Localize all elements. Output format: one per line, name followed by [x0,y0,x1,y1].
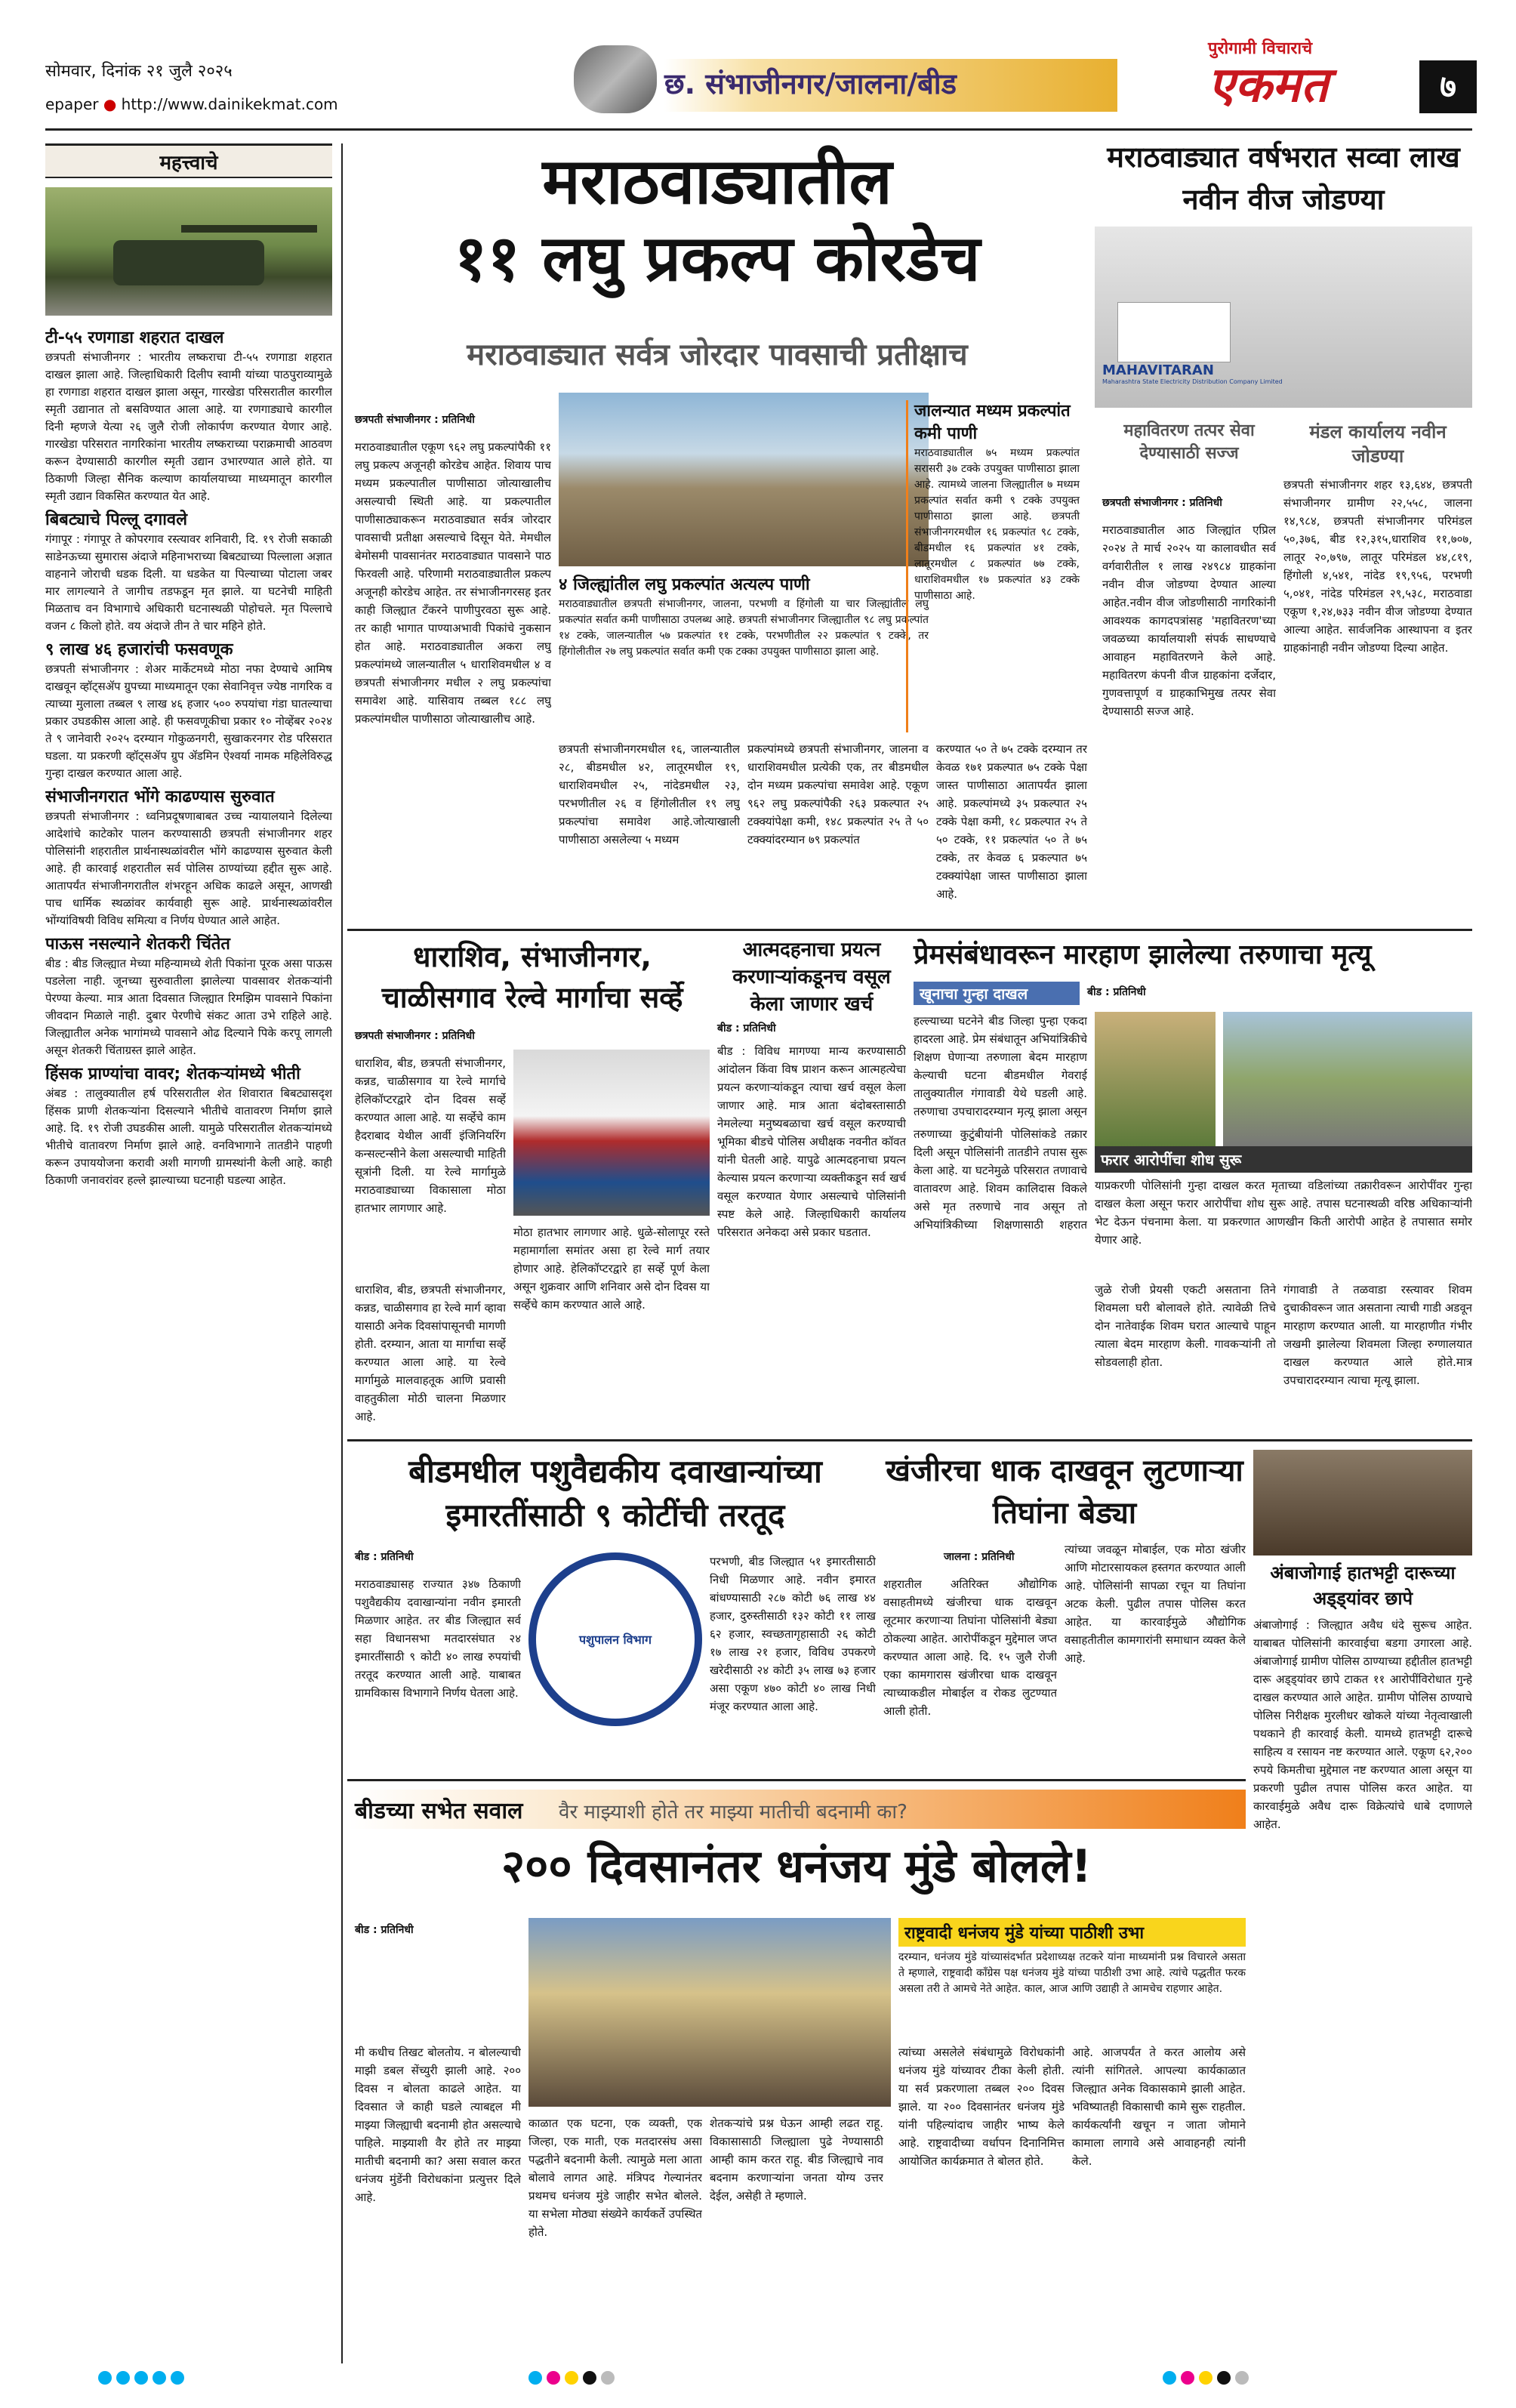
rally-column-1: मी कधीच तिखट बोलतोय. न बोलल्याची माझी डबल सेंच्युरी झाली आहे. २०० दिवस न बोलता काढले आहेत. या दिवसात जे काही घडले त्याबद्दल मी माझ्या जिल्ह्याची बदनामी होत असल्याचे पाहिले. माझ्याशी वैर होते तर माझ्या मातीची बदनामी का? असा सवाल करत धनंजय मुंडेंनी विरोधकांना प्रत्युत्तर दिले आहे. [355,2046,521,2204]
photo-caption-title: ४ जिल्ह्यांतील लघु प्रकल्पांत अत्यल्प पाणी [559,575,810,594]
ncp-box-title: राष्ट्रवादी धनंजय मुंडे यांच्या पाठीशी उभा [898,1918,1246,1947]
lead-column-1: मराठवाड्यातील एकूण ९६२ लघु प्रकल्पांपैकी ११ लघु प्रकल्प अजूनही कोरडेच आहेत. शिवाय पाच मध्यम प्रकल्पातील पाणीसाठा जोत्याखालीच असल्याची स्थिती आहे. या प्रकल्पातील पाणीसाठ्याकरून मराठवाड्यात सर्वत्र जोरदार पावसाची प्रतीक्षा असल्याचे दिसून येते. मेमधील बेमोसमी पावसानंतर मराठवाड्यात पावसाने पाठ फिरवली आहे. परिणामी मराठवाड्यातील प्रकल्प अजूनही कोरडेच आहेत. तर संभाजीनगरसह इतर काही जिल्ह्यात टँकरने पाणीपुरवठा सुरू आहे. तर काही भागात पाण्याअभावी पिकांचे नुकसान होत आहे. मराठवाड्यातील अकरा लघु प्रकल्पांमध्ये जालन्यातील ५ धाराशिवमधील ४ व छत्रपती संभाजीनगर मधील २ लघु प्रकल्पांचा समावेश आहे. यासिवाय तब्बल १८८ लघु प्रकल्पांमधील पाणीसाठा जोत्याखालीच आहे. [355,440,551,726]
robbery-byline: जालना : प्रतिनिधी [944,1551,1015,1563]
rally-column-3: शेतकऱ्यांचे प्रश्न घेऊन आम्ही लढत राहू. विकासासाठी जिल्ह्याला पुढे नेण्यासाठी आम्ही काम करत राहू. बीड जिल्ह्याचे नाव बदनाम करणाऱ्यांना जनता योग्य उत्तर देईल, असेही ते म्हणाले. [710,2117,883,2203]
sidebar-story-title: संभाजीनगरात भोंगे काढण्यास सुरुवात [45,788,275,806]
rail-headline: धाराशिव, संभाजीनगर, चाळीसगाव रेल्वे मार्गाचा सर्व्हे [381,940,683,1014]
row1-rule [347,929,1472,931]
sidebar-story-body: छत्रपती संभाजीनगर : शेअर मार्केटमध्ये मोठा नफा देण्याचे आमिष दाखवून व्हॉट्सॲप ग्रुपच्या माध्यमातून एका सेवानिवृत्त ज्येष्ठ नागरिक व त्याच्या मुलाला तब्बल ९ लाख ४६ हजार ५०० रुपयांचा गंडा घातल्याचा प्रकार उघडकीस आला आहे. ही फसवणूकीचा प्रकार १० नोव्हेंबर २०२४ ते ९ जानेवारी २०२५ दरम्यान गोकुळनगरी, सुखाकरनगर रोड परिसरात घडला. या प्रकरणी व्हॉट्सॲप ग्रुप ॲडमिन ऐश्वर्या नामक महिलेविरुद्ध गुन्हा दाखल करण्यात आला आहे. [45,662,332,780]
suicide-byline: बीड : प्रतिनिधी [717,1022,776,1034]
sidebar-story-title: ९ लाख ४६ हजारांची फसवणूक [45,640,233,659]
tank-photo [45,187,332,316]
sidebar-divider [341,143,343,2363]
jalna-box-title: जालन्यात मध्यम प्रकल्पांत कमी पाणी [914,402,1071,443]
ncp-box [898,1918,1246,2031]
robbery-headline: खंजीरचा धाक दाखवून लुटणाऱ्या तिघांना बेड्या [886,1454,1243,1531]
globe-icon: ● [103,95,117,113]
suicide-headline: आत्मदहनाचा प्रयत्न करणाऱ्यांकडूनच वसूल केला जाणार खर्च [732,939,891,1016]
sidebar-story-title: बिबट्याचे पिल्लू दगावले [45,510,188,529]
rally-label: बीडच्या सभेत सवाल [355,1798,523,1824]
ambajogai-headline: अंबाजोगाई हातभट्टी दारूच्या अड्ड्यांवर छापे [1270,1562,1456,1609]
mahavitaran-logo-text: MAHAVITARAN [1102,362,1214,378]
tagline: पुरोगामी विचाराचे [1208,39,1313,58]
row2-rule [347,1439,1472,1441]
rail-column-3: धाराशिव, बीड, छत्रपती संभाजीनगर, कन्नड, चाळीसगाव हा रेल्वे मार्ग व्हावा यासाठी अनेक दिवसांपासूनची मागणी होती. दरम्यान, आता या मार्गाचा सर्व्हे करण्यात आला आहे. या रेल्वे मार्गामुळे मालवाहतूक आणि प्रवासी वाहतुकीला मोठी चालना मिळणार आहे. [355,1283,506,1423]
power-byline: छत्रपती संभाजीनगर : प्रतिनिधी [1102,497,1222,509]
rally-quote: वैर माझ्याशी होते तर माझ्या मातीची बदनामी का? [559,1801,907,1824]
sidebar-story-body: छत्रपती संभाजीनगर : भारतीय लष्कराचा टी-५५ रणगाडा शहरात दाखल झाला आहे. जिल्हाधिकारी दिलीप स्वामी यांच्या पाठपुराव्यामुळे हा रणगाडा शहरात दाखल झाला असून, गारखेडा परिसरातील कारगील स्मृती उद्यानात तो बसविण्यात आला आहे. या रणगाड्याचे कारगील दिनी म्हणजे येत्या २६ जुलै रोजी लोकार्पण करण्यात येणार आहे. गारखेडा परिसरात नागरिकांना भारतीय लष्कराच्या पराक्रमाची आठवण करून देण्यासाठी कारगील स्मृती उद्यान उभारण्यात आले होते. या ठिकाणी जिल्हा सैनिक कल्याण कार्यालयाच्या माध्यमातून कारगील स्मृती उद्यान विकसित करण्यात येत आहे. [45,350,332,503]
vet-byline: बीड : प्रतिनिधी [355,1551,414,1563]
love-column-2: तरुणाच्या कुटुंबीयांनी पोलिसांकडे तक्रार दिली असून पोलिसांनी तातडीने तपास सुरू केला आहे. या घटनेमुळे परिसरात तणावाचे वातावरण आहे. शिवम कालिदास विकले असे मृत तरुणाचे नाव असून तो अभियांत्रिकीच्या शिक्षणासाठी शहरात [914,1127,1087,1231]
rail-byline: छत्रपती संभाजीनगर : प्रतिनिधी [355,1030,475,1042]
vet-column-2: परभणी, बीड जिल्ह्यात ५१ इमारतीसाठी निधी मिळणार आहे. नवीन इमारत बांधण्यासाठी २८७ कोटी ७६ लाख ४४ हजार, दुरुस्तीसाठी १३२ कोटी ११ लाख ६२ हजार, स्वच्छतागृहासाठी २६ कोटी १७ लाख २१ हजार, विविध उपकरणे खरेदीसाठी २४ कोटी ३५ लाख ७३ हजार असा एकूण ४७० कोटी ४० लाख निधी मंजूर करण्यात आला आहे. [710,1555,876,1713]
photo-caption-text: मराठवाड्यातील छत्रपती संभाजीनगर, जालना, परभणी व हिंगोली या चार जिल्ह्यांतील लघु प्रकल्पांत सर्वात कमी पाणीसाठा उपलब्ध आहे. छत्रपती संभाजीनगर जिल्ह्यातील ९८ लघु प्रकल्पांत १४ टक्के, जालन्यातील ५७ प्रकल्पांत ११ टक्के, परभणीतील २२ प्रकल्पांत ९ टक्के, तर हिंगोलीतील २७ लघु प्रकल्पांत सर्वात कमी एक टक्का उपयुक्त पाणीसाठा झाला आहे. [559,598,929,658]
header-rule [45,128,1472,131]
love-column-4: गंगावाडी ते तळवाडा रस्त्यावर शिवम दुचाकीवरून जात असताना त्याची गाडी अडवून मारहाण करण्यात आली. या मारहाणीत गंभीर जखमी झालेल्या शिवमला जिल्हा रुग्णालयात दाखल करण्यात आले होते.मात्र उपचारादरम्यान त्याचा मृत्यू झाला. [1283,1283,1472,1387]
rally-photo [528,1918,891,2107]
robbery-column-2: त्यांच्या जवळून मोबाईल, एक मोठा खंजीर आणि मोटारसायकल हस्तगत करण्यात आली आहे. पोलिसांनी सापळा रचून या तिघांना अटक केली. पुढील तपास पोलिस करत आहेत. या कारवाईमुळे औद्योगिक वसाहतीतील कामगारांनी समाधान व्यक्त केले आहे. [1065,1543,1246,1665]
photo-caption-box [559,574,929,732]
rally-column-4: त्यांच्या असलेले संबंधामुळे विरोधकांनी धनंजय मुंडे यांच्यावर टीका केली होती. या सर्व प्रकरणाला तब्बल २०० दिवस झाले. या २०० दिवसानंतर धनंजय मुंडे यांनी पहिल्यांदाच जाहीर भाष्य केले आहे. राष्ट्रवादीच्या वर्धापन दिनानिमित्त आयोजित कार्यक्रमात ते बोलत होते. [898,2046,1065,2168]
love-column-1: हल्ल्याच्या घटनेने बीड जिल्हा पुन्हा एकदा हादरला आहे. प्रेम संबंधातून अभियांत्रिकीचे शिक्षण घेणाऱ्या तरुणाला बेदम मारहाण केल्याची घटना बीडमधील गेवराई तालुक्यातील गंगावाडी येथे घडली आहे. तरुणाचा उपचारादरम्यान मृत्यू झाला असून [914,1014,1087,1118]
epaper-label: epaper [45,95,99,113]
lead-column-3: प्रकल्पांमध्ये छत्रपती संभाजीनगर, जालना व धाराशिवमधील प्रत्येकी एक, तर बीडमधील दोन मध्यम प्रकल्पांचा समावेश आहे. एकूण ९६२ लघु प्रकल्पांपैकी २६३ प्रकल्पात २५ टक्क्यांपेक्षा कमी, १४८ प्रकल्पांत २५ ते ५० टक्क्यांदरम्यान ७९ प्रकल्पांत [747,742,929,846]
rally-headline: २०० दिवसानंतर धनंजय मुंडे बोलले! [501,1840,1092,1893]
power-sub-1: महावितरण तत्पर सेवा देण्यासाठी सज्ज [1123,421,1255,463]
train-photo [513,1050,710,1216]
power-column-2: छत्रपती संभाजीनगर शहर १३,६४४, छत्रपती संभाजीनगर ग्रामीण २२,५५८, जालना १४,९८४, छत्रपती संभाजीनगर परिमंडल ५०,३७६, बीड १२,३१५,धाराशिव ११,७०७, लातूर २०,७९७, लातूर परिमंडल ४४,८१९, हिंगोली ४,५४१, नांदेड १९,९५६, परभणी ५,०४१, नांदेड परिमंडल २९,५३८, मराठवाडा एकूण १,२४,७३३ नवीन वीज जोडण्या देण्यात आल्या आहेत. सार्वजनिक आस्थापना व इतर ग्राहकांनाही नवीन जोडण्या दिल्या आहेत. [1283,478,1472,655]
footer-color-registration [98,2371,189,2388]
power-headline: मराठवाड्यात वर्षभरात सव्वा लाख नवीन वीज जोडण्या [1107,140,1460,216]
epaper-line [45,95,338,113]
edition-title: छ. संभाजीनगर/जालना/बीड [664,67,957,100]
sidebar-story-title: टी-५५ रणगाडा शहरात दाखल [45,328,224,347]
lead-column-2: छत्रपती संभाजीनगरमधील १६, जालन्यातील २८, बीडमधील ४२, लातूरमधील १९, धाराशिवमधील २५, नांदेडमधील २३, परभणीतील २६ व हिंगोलीतील १९ लघु प्रकल्पांचा समावेश आहे.जोत्याखाली पाणीसाठा असलेल्या ५ मध्यम [559,742,740,846]
lead-column-4: करण्यात ५० ते ७५ टक्के दरम्यान तर केवळ १७१ प्रकल्पात ७५ टक्के पेक्षा जास्त पाणीसाठा आतापर्यंत झाला आहे. प्रकल्पांमध्ये ३५ प्रकल्पात २५ टक्के पेक्षा कमी, १८ प्रकल्पात २५ ते ५० टक्के, ११ प्रकल्पांत ५० ते ७५ टक्के, तर केवळ ६ प्रकल्पात ७५ टक्क्यांपेक्षा जास्त पाणीसाठा झाला आहे. [936,742,1087,901]
vet-logo-text: पशुपालन विभाग [579,1633,652,1647]
love-byline: बीड : प्रतिनिधी [1087,986,1146,998]
sidebar-story-body: बीड : बीड जिल्ह्यात मेच्या महिन्यामध्ये शेती पिकांना पूरक असा पाऊस पडलेला नाही. जूनच्या सुरुवातीला झालेल्या पावसावर शेतकऱ्यांनी पेरण्या केल्या. मात्र आता दिवसात जिल्ह्यात रिमझिम पावसाने पिकांना जीवदान मिळाले नाही. दुबार पेरणीचे संकट आता उभे राहिले आहे. जिल्ह्यातील अनेक भागांमध्ये पावसाने ओढ दिल्याने पिके करपू लागली असून शेतकरी चिंताग्रस्त झाले आहेत. [45,957,332,1057]
sidebar-story-body: अंबड : तालुक्यातील हर्ष परिसरातील शेत शिवारात बिबट्यासदृश हिंसक प्राणी शेतकऱ्यांना दिसल्याने भीतीचे वातावरण निर्माण झाले आहे. दि. १९ रोजी उघडकीस आली. यामुळे परिसरातील शेतकऱ्यांमध्ये भीतीचे वातावरण निर्माण झाले आहे. वनविभागाने तातडीने पाहणी करून उपाययोजना करावी अशी मागणी ग्रामस्थांनी केली आहे. काही ठिकाणी जनावरांवर हल्ले झाल्याच्या घटनाही घडल्या आहेत. [45,1087,332,1187]
vet-column-1: मराठवाड्यासह राज्यात ३४७ ठिकाणी पशुवैद्यकीय दवाखान्यांना नवीन इमारती मिळणार आहेत. तर बीड जिल्ह्यात सर्व सहा विधानसभा मतदारसंघात २४ इमारतींसाठी ९ कोटी ४० लाख रुपयांची तरतूद करण्यात आली आहे. याबाबत ग्रामविकास विभागाने निर्णय घेतला आहे. [355,1577,521,1700]
lead-headline-1: मराठवाड्यातील [542,144,892,218]
rally-byline: बीड : प्रतिनिधी [355,1924,414,1936]
ncp-box-body: दरम्यान, धनंजय मुंडे यांच्यासंदर्भात प्रदेशाध्यक्ष तटकरे यांना माध्यमांनी प्रश्न विचारले असता ते म्हणाले, राष्ट्रवादी कॉंग्रेस पक्ष धनंजय मुंडे यांच्या पाठीशी उभा आहे. त्यांचे पद्धतीत फरक असला तरी ते आमचे नेते आहेत. काल, आज आणि उद्याही ते आमचेच राहणार आहेत. [898,1951,1246,1995]
love-tag: खूनाचा गुन्हा दाखल [914,982,1080,1005]
sidebar-story-title: पाऊस नसल्याने शेतकरी चिंतेत [45,935,230,954]
power-column-1: मराठवाड्यातील आठ जिल्ह्यांत एप्रिल २०२४ ते मार्च २०२५ या कालावधीत सर्व वर्गवारीतील १ लाख २४९८४ ग्राहकांना नवीन वीज जोडण्या देण्यात आल्या आहेत.नवीन वीज जोडणीसाठी नागरिकांनी आवश्यक कागदपत्रांसह 'महावितरण'च्या जवळच्या कार्यालयाशी संपर्क साधण्याचे आवाहन महावितरणने केले आहे. महावितरण कंपनी वीज ग्राहकांना दर्जेदार, गुणवत्तापूर्ण व ग्राहकाभिमुख तत्पर सेवा देण्यासाठी सज्ज आहे. [1102,523,1276,718]
jalna-box-body: मराठवाड्यातील ७५ मध्यम प्रकल्पांत सरासरी ३७ टक्के उपयुक्त पाणीसाठा झाला आहे. त्यामध्ये जालना जिल्ह्यातील ७ मध्यम प्रकल्पांत सर्वात कमी ९ टक्के उपयुक्त पाणीसाठा झाला आहे. छत्रपती संभाजीनगरमधील १६ प्रकल्पांत ९८ टक्के, बीडमधील १६ प्रकल्पांत ४१ टक्के, लातूरमधील ८ प्रकल्पांत ७७ टक्के, धाराशिवमधील १७ प्रकल्पांत ४३ टक्के पाणीसाठा आहे. [914,447,1080,602]
jalna-box [906,400,1080,732]
sidebar-label: महत्त्वाचे [45,143,332,178]
love-headline: प्रेमसंबंधावरून मारहाण झालेल्या तरुणाचा मृत्यू [914,939,1372,970]
footer-color-registration [528,2371,619,2388]
vet-logo [528,1552,702,1726]
love-photo-caption: फरार आरोपींचा शोध सुरू [1095,1146,1472,1173]
footer-color-registration [1163,2371,1253,2388]
lead-headline-2: ११ लघु प्रकल्प कोरडेच [454,221,981,295]
epaper-url[interactable]: http://www.dainikekmat.com [121,95,338,113]
sidebar-story-body: छत्रपती संभाजीनगर : ध्वनिप्रदूषणाबाबत उच्च न्यायालयाने दिलेल्या आदेशांचे काटेकोर पालन करण्यासाठी छत्रपती संभाजीनगर शहर पोलिसांनी शहरातील प्रार्थनास्थळांवरील भोंगे काढण्यास सुरुवात केली आहे. ही कारवाई शहरातील सर्व पोलिस ठाण्यांच्या हद्दीत सुरू आहे. आतापर्यंत संभाजीनगरातील शंभरहून अधिक काढले असून, आणखी पाच धार्मिक स्थळांवर कार्यवाही सुरू आहे. प्रार्थनास्थळांवरील भोंग्यांविषयी विविध समित्या व निर्णय घेण्यात आले आहेत. [45,809,332,927]
row3-rule [347,1779,1246,1781]
power-sub-2: मंडल कार्यालय नवीन जोडण्या [1309,421,1447,467]
rail-column-1: धाराशिव, बीड, छत्रपती संभाजीनगर, कन्नड, चाळीसगाव या रेल्वे मार्गाचे हेलिकॉप्टरद्वारे दोन दिवस सर्व्हे करण्यात आला आहे. या सर्व्हेचे काम हैदराबाद येथील आर्वी इंजिनियरिंग कन्सल्टन्सीने केला असल्याची माहिती सूत्रांनी दिली. या रेल्वे मार्गामुळे मराठवाड्याच्या विकासाला मोठा हातभार लागणार आहे. [355,1056,506,1215]
rally-column-5: आहे. आजपर्यंत ते करत आलोय असे त्यांनी सांगितले. आपल्या कार्यकाळात जिल्ह्यात अनेक विकासकामे झाली आहेत. भविष्यातही विकासाची कामे सुरू राहतील. कार्यकर्त्यांनी खचून न जाता जोमाने कामाला लागावे असे आवाहनही त्यांनी केले. [1072,2046,1246,2168]
vet-headline: बीडमधील पशुवैद्यकीय दवाखान्यांच्या इमारतींसाठी ९ कोटींची तरतूद [408,1453,822,1534]
sidebar-story-body: गंगापूर : गंगापूर ते कोपरगाव रस्त्यावर शनिवारी, दि. १९ रोजी सकाळी साडेनऊच्या सुमारास अंदाजे महिनाभराच्या बिबट्याच्या पिल्लाला अज्ञात वाहनाने जोराची धडक दिली. या धडकेत या पिल्याच्या पोटाला जबर मार लागल्याने ते जागीच तडफडून मृत झाले. या घटनेची माहिती मिळताच वन विभागाचे अधिकारी घटनास्थळी पोहोचले. मृत पिल्लाचे वजन ८ किलो होते. वय अंदाजे तीन ते चार महिने होते. [45,532,332,633]
mahavitaran-logo-sub: Maharashtra State Electricity Distribution Company Limited [1102,378,1283,385]
dry-dam-photo [559,393,929,566]
robbery-column-1: शहरातील अतिरिक्त औद्योगिक वसाहतीमध्ये खंजीरचा धाक दाखवून लूटमार करणाऱ्या तिघांना पोलिसांनी बेड्या ठोकल्या आहेत. आरोपींकडून मुद्देमाल जप्त करण्यात आला आहे. दि. १५ जुलै रोजी एका कामगारास खंजीरचा धाक दाखवून त्याच्याकडील मोबाईल व रोकड लुटण्यात आली होती. [883,1577,1057,1718]
sidebar-column [45,323,332,2362]
liquor-raid-photo [1253,1450,1472,1555]
sidebar-story-title: हिंसक प्राण्यांचा वावर; शेतकऱ्यांमध्ये भीती [45,1065,300,1084]
page-number: ७ [1419,60,1477,113]
love-summary: याप्रकरणी पोलिसांनी गुन्हा दाखल करत मृताच्या वडिलांच्या तक्रारीवरून आरोपींवर गुन्हा दाखल केला असून फरार आरोपींचा शोध सुरू आहे. तपास घटनास्थळी वरिष्ठ अधिकाऱ्यांनी भेट देऊन पंचनामा केला. या प्रकरणात आणखीन किती आरोपी आहेत हे तपासात समोर येणार आहे. [1095,1179,1472,1247]
victim-photo [1095,1012,1216,1148]
masthead-title: एकमत [1208,57,1329,113]
ambajogai-body: अंबाजोगाई : जिल्ह्यात अवैध धंदे सुरूच आहेत. याबाबत पोलिसांनी कारवाईचा बडगा उगारला आहे. अंबाजोगाई ग्रामीण पोलिस ठाण्याच्या हद्दीतील हातभट्टी दारू अड्ड्यांवर छापे टाकत ११ आरोपींविरोधात गुन्हे दाखल करण्यात आले आहेत. ग्रामीण पोलिस ठाण्याचे पोलिस निरीक्षक मुरलीधर खोकले यांच्या नेतृत्वाखाली पथकाने ही कारवाई केली. यामध्ये हातभट्टी दारूचे साहित्य व रसायन नष्ट करण्यात आले. एकूण ६२,२०० रुपये किमतीचा मुद्देमाल नष्ट करण्यात आला असून या प्रकरणी पुढील तपास पोलिस करत आहेत. या कारवाईमुळे अवैध दारू विक्रेत्यांचे धाबे दणाणले आहेत. [1253,1618,1472,1831]
police-scene-photo [1223,1012,1472,1148]
love-column-3: जुळे रोजी प्रेयसी एकटी असताना तिने शिवमला घरी बोलावले होते. त्यावेळी तिचे दोन नातेवाईक शिवम घरात आल्याचे पाहून त्याला बेदम मारहाण केली. गावकऱ्यांनी तो सोडवलाही होता. [1095,1283,1276,1369]
lead-byline: छत्रपती संभाजीनगर : प्रतिनिधी [355,414,475,426]
rally-column-2: काळात एक घटना, एक व्यक्ती, एक जिल्हा, एक माती, एक मतदारसंघ असा पद्धतीने बदनामी केली. त्यामुळे मला आता बोलावे लागत आहे. मंत्रिपद गेल्यानंतर प्रथमच धनंजय मुंडे जाहीर सभेत बोलले. या सभेला मोठ्या संख्येने कार्यकर्ते उपस्थित होते. [528,2117,702,2239]
header-date: सोमवार, दिनांक २१ जुलै २०२५ [45,62,233,81]
mahavitaran-logo [1102,362,1283,385]
lead-subhead: मराठवाड्यात सर्वत्र जोरदार पावसाची प्रतीक्षाच [467,338,968,372]
rail-column-2: मोठा हातभार लागणार आहे. धुळे-सोलापूर रस्ते महामार्गाला समांतर असा हा रेल्वे मार्ग तयार होणार आहे. हेलिकॉप्टरद्वारे हा सर्व्हे पूर्ण केला असून शुक्रवार आणि शनिवार असे दोन दिवस या सर्व्हेचे काम करण्यात आले आहे. [513,1226,710,1312]
suicide-body: बीड : विविध मागण्या मान्य करण्यासाठी आंदोलन किंवा विष प्राशन करून आत्महत्येचा प्रयत्न करणाऱ्यांकडून त्याचा खर्च वसूल केला जाणार आहे. मात्र आता बंदोबस्तासाठी नेमलेल्या मनुष्यबळाचा खर्च वसूल करण्याची भूमिका बीडचे पोलिस अधीक्षक नवनीत कॉवत यांनी घेतली आहे. यापुढे आत्मदहनाचा प्रयत्न केल्यास प्रयत्न करणाऱ्या व्यक्तीकडून सर्व खर्च वसूल करण्यात येणार असल्याचे पोलिसांनी स्पष्ट केले आहे. जिल्हाधिकारी कार्यालय परिसरात अनेकदा असे प्रकार घडतात. [717,1044,906,1239]
header-photo-collage [574,45,657,113]
